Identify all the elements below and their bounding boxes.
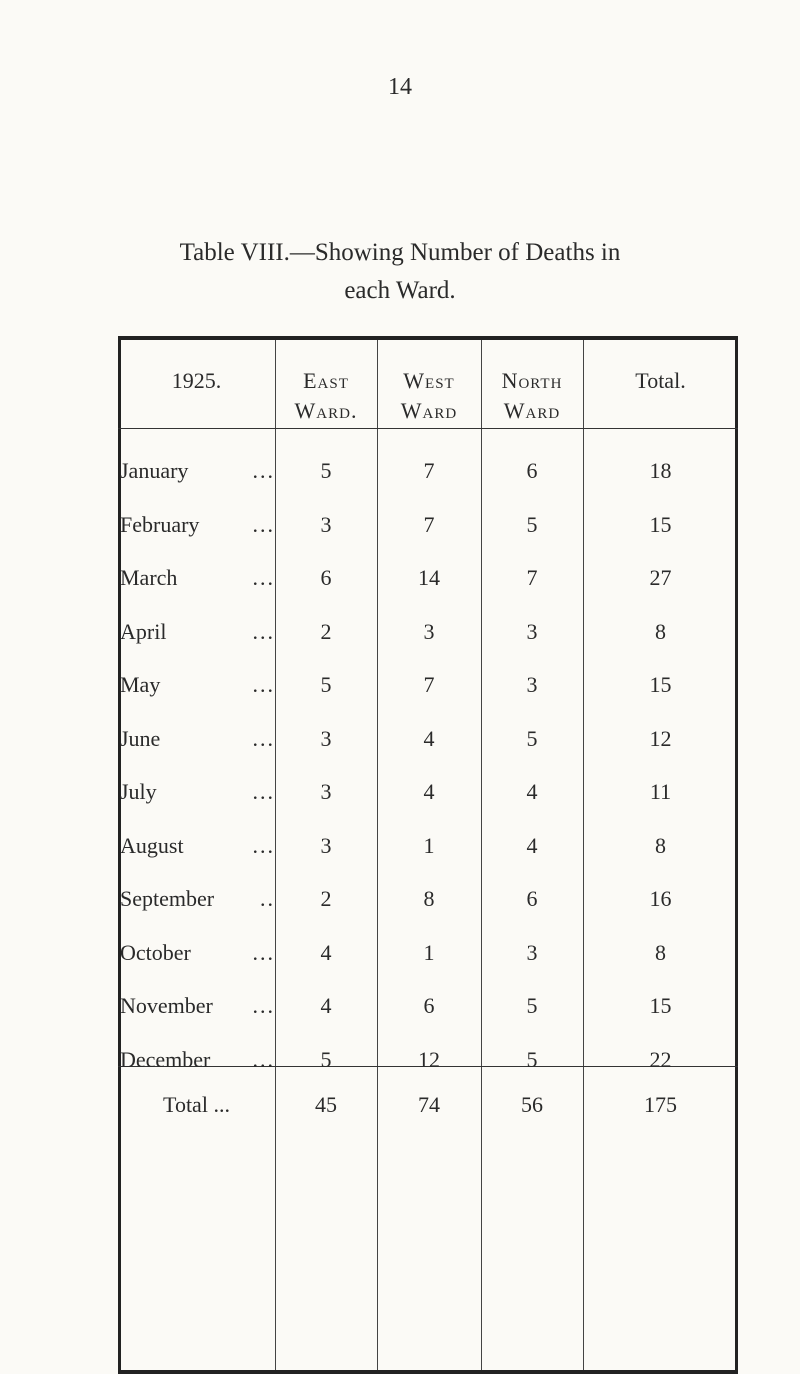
total-cell: 15 <box>649 512 672 537</box>
month-label: September <box>120 886 215 911</box>
title-line-2: each Ward. <box>344 277 456 304</box>
total-cell: 11 <box>649 779 672 804</box>
table-title <box>60 234 740 310</box>
north-cell: 6 <box>526 458 538 483</box>
leader-dots: ... <box>252 1047 275 1072</box>
leader-dots: .. <box>260 886 275 911</box>
header-east-line1: East <box>303 368 349 393</box>
total-cell: 16 <box>649 886 672 911</box>
header-north-line2: Ward <box>503 398 561 423</box>
east-cell: 6 <box>320 565 332 590</box>
total-cell: 12 <box>649 726 672 751</box>
total-cell: 22 <box>649 1047 672 1072</box>
north-cell: 5 <box>526 726 538 751</box>
leader-dots: ... <box>252 512 275 537</box>
total-cell: 18 <box>649 458 672 483</box>
west-cell: 6 <box>423 993 435 1018</box>
month-cell <box>118 993 275 1019</box>
month-label: November <box>120 993 213 1018</box>
leader-dots: ... <box>252 565 275 590</box>
header-year-label: 1925. <box>171 368 222 393</box>
west-cell: 7 <box>423 512 435 537</box>
total-grand: 175 <box>644 1092 677 1117</box>
total-label: Total <box>163 1092 208 1117</box>
east-cell: 5 <box>320 672 332 697</box>
total-dots: ... <box>213 1092 230 1117</box>
month-label: January <box>120 458 189 483</box>
deaths-table <box>118 336 738 1374</box>
total-west: 74 <box>418 1092 440 1117</box>
west-cell: 4 <box>423 726 435 751</box>
month-label: March <box>120 565 178 590</box>
west-cell: 14 <box>418 565 440 590</box>
north-cell: 3 <box>526 672 538 697</box>
month-label: December <box>120 1047 211 1072</box>
header-rule <box>118 428 738 429</box>
header-north-ward <box>481 366 583 426</box>
north-cell: 4 <box>526 833 538 858</box>
month-cell <box>118 1047 275 1073</box>
west-cell: 7 <box>423 458 435 483</box>
total-cell: 8 <box>655 619 666 644</box>
total-north: 56 <box>521 1092 543 1117</box>
header-total <box>583 366 738 396</box>
header-total-label: Total. <box>635 368 686 393</box>
north-cell: 3 <box>526 619 538 644</box>
header-year <box>118 366 275 396</box>
leader-dots: ... <box>252 833 275 858</box>
month-label: October <box>120 940 191 965</box>
leader-dots: ... <box>252 993 275 1018</box>
header-west-ward <box>377 366 481 426</box>
west-cell: 3 <box>423 619 435 644</box>
east-cell: 4 <box>320 940 332 965</box>
month-cell <box>118 940 275 966</box>
month-cell <box>118 833 275 859</box>
header-west-line1: West <box>403 368 455 393</box>
west-cell: 12 <box>418 1047 440 1072</box>
total-cell: 27 <box>649 565 672 590</box>
west-cell: 1 <box>423 833 435 858</box>
header-east-line2: Ward. <box>294 398 358 423</box>
month-cell <box>118 779 275 805</box>
page-number: 14 <box>388 74 412 100</box>
west-cell: 1 <box>423 940 435 965</box>
month-cell <box>118 512 275 538</box>
east-cell: 3 <box>320 512 332 537</box>
east-cell: 3 <box>320 726 332 751</box>
west-cell: 7 <box>423 672 435 697</box>
month-cell <box>118 886 275 912</box>
leader-dots: ... <box>252 619 275 644</box>
north-cell: 3 <box>526 940 538 965</box>
month-label: May <box>120 672 161 697</box>
header-east-ward <box>275 366 377 426</box>
total-cell: 15 <box>649 672 672 697</box>
east-cell: 4 <box>320 993 332 1018</box>
east-cell: 5 <box>320 458 332 483</box>
total-cell: 15 <box>649 993 672 1018</box>
leader-dots: ... <box>252 726 275 751</box>
month-label: July <box>120 779 157 804</box>
north-cell: 6 <box>526 886 538 911</box>
month-label: August <box>120 833 184 858</box>
east-cell: 2 <box>320 619 332 644</box>
north-cell: 4 <box>526 779 538 804</box>
leader-dots: ... <box>252 940 275 965</box>
north-cell: 5 <box>526 1047 538 1072</box>
month-cell <box>118 458 275 484</box>
west-cell: 4 <box>423 779 435 804</box>
title-line-1: Table VIII.—Showing Number of Deaths in <box>179 239 621 266</box>
east-cell: 3 <box>320 779 332 804</box>
east-cell: 3 <box>320 833 332 858</box>
leader-dots: ... <box>252 779 275 804</box>
east-cell: 5 <box>320 1047 332 1072</box>
total-cell: 8 <box>655 833 666 858</box>
month-label: February <box>120 512 200 537</box>
north-cell: 5 <box>526 993 538 1018</box>
header-north-line1: North <box>501 368 563 393</box>
month-cell <box>118 619 275 645</box>
total-east: 45 <box>315 1092 337 1117</box>
total-cell: 8 <box>655 940 666 965</box>
east-cell: 2 <box>320 886 332 911</box>
north-cell: 5 <box>526 512 538 537</box>
month-cell <box>118 726 275 752</box>
west-cell: 8 <box>423 886 435 911</box>
total-row-label <box>118 1092 275 1118</box>
north-cell: 7 <box>526 565 538 590</box>
month-cell <box>118 672 275 698</box>
month-label: June <box>120 726 161 751</box>
month-cell <box>118 565 275 591</box>
header-west-line2: Ward <box>400 398 458 423</box>
leader-dots: ... <box>252 672 275 697</box>
month-label: April <box>120 619 167 644</box>
leader-dots: ... <box>252 458 275 483</box>
